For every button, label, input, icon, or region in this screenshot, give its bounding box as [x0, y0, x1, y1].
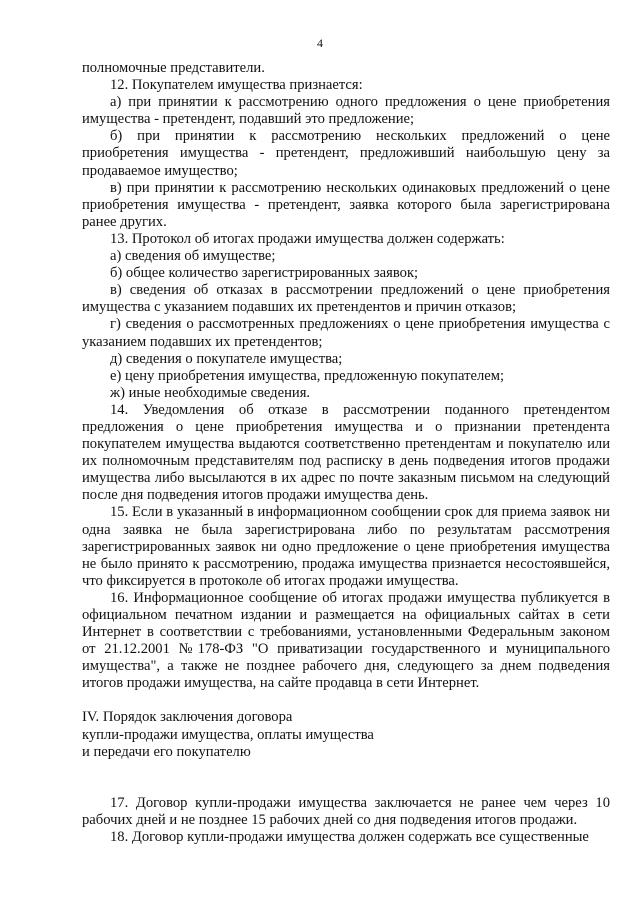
paragraph: г) сведения о рассмотренных предложениях о цене приобретения имущества с указанием подавших их претендентов;: [82, 316, 610, 350]
paragraph: 12. Покупателем имущества признается:: [110, 77, 363, 94]
paragraph: а) при принятии к рассмотрению одного предложения о цене приобретения имущества - претендент, подавший это предложение;: [82, 94, 610, 128]
page-number: 4: [317, 36, 323, 50]
paragraph: 17. Договор купли-продажи имущества заключается не ранее чем через 10 рабочих дней и не позднее 15 рабочих дней со дня подведения итогов продажи.: [82, 794, 610, 828]
paragraph: б) общее количество зарегистрированных заявок;: [110, 265, 419, 282]
paragraph: полномочные представители.: [82, 60, 265, 76]
paragraph: 13. Протокол об итогах продажи имущества должен содержать:: [110, 230, 505, 247]
paragraph: 16. Информационное сообщение об итогах продажи имущества публикуется в официальном печатном издании и размещается на официальных сайтах в сети Интернет в соответствии с требованиями, установленными Федеральным законом от 21.12.2001 №178-ФЗ "О приватизации государственного и муниципального имущества", а также не позднее рабочего дня, следующего за днем подведения итогов продажи имущества, на сайте продавца в сети Интернет.: [82, 589, 610, 692]
paragraph: 14. Уведомления об отказе в рассмотрении поданного претендентом предложения о цене приобретения имущества и о признании претендента покупателем имущества выдаются соответственно претендентам и покупателю или их полномочным представителям под расписку в день подведения итогов продажи имущества либо высылаются в их адрес по почте заказным письмом на следующий после дня подведения итогов продажи имущества день.: [82, 401, 610, 504]
paragraph: ж) иные необходимые сведения.: [110, 384, 311, 401]
paragraph: 18. Договор купли-продажи имущества должен содержать все существенные: [110, 828, 589, 845]
paragraph: а) сведения об имуществе;: [110, 248, 276, 265]
paragraph: в) при принятии к рассмотрению нескольких одинаковых предложений о цене приобретения имущества - претендент, заявка которого была зарегистрирована ранее других.: [82, 179, 610, 230]
paragraph: д) сведения о покупателе имущества;: [110, 350, 343, 367]
section-heading-line-2: купли-продажи имущества, оплаты имущества: [82, 726, 374, 743]
paragraph: 15. Если в указанный в информационном сообщении срок для приема заявок ни одна заявка не была зарегистрирована либо по результатам рассмотрения зарегистрированных заявок ни одно предложение о цене приобретения имущества не было принято к рассмотрению, продажа имущества признается несостоявшейся, что фиксируется в протоколе об итогах продажи имущества.: [82, 504, 610, 589]
paragraph: б) при принятии к рассмотрению нескольких предложений о цене приобретения имущества - претендент, предложивший наибольшую цену за продаваемое имущество;: [82, 128, 610, 179]
section-heading-line-3: и передачи его покупателю: [82, 743, 251, 760]
document-body: [82, 60, 610, 846]
paragraphs-bottom: [82, 795, 610, 846]
section-heading-line-1: IV. Порядок заключения договора: [82, 709, 293, 726]
paragraph: в) сведения об отказах в рассмотрении предложений о цене приобретения имущества с указанием подавших их претендентов и причин отказов;: [82, 282, 610, 316]
paragraph: е) цену приобретения имущества, предложенную покупателем;: [110, 367, 504, 384]
paragraphs-top: [82, 60, 610, 692]
section-heading: [82, 709, 610, 760]
